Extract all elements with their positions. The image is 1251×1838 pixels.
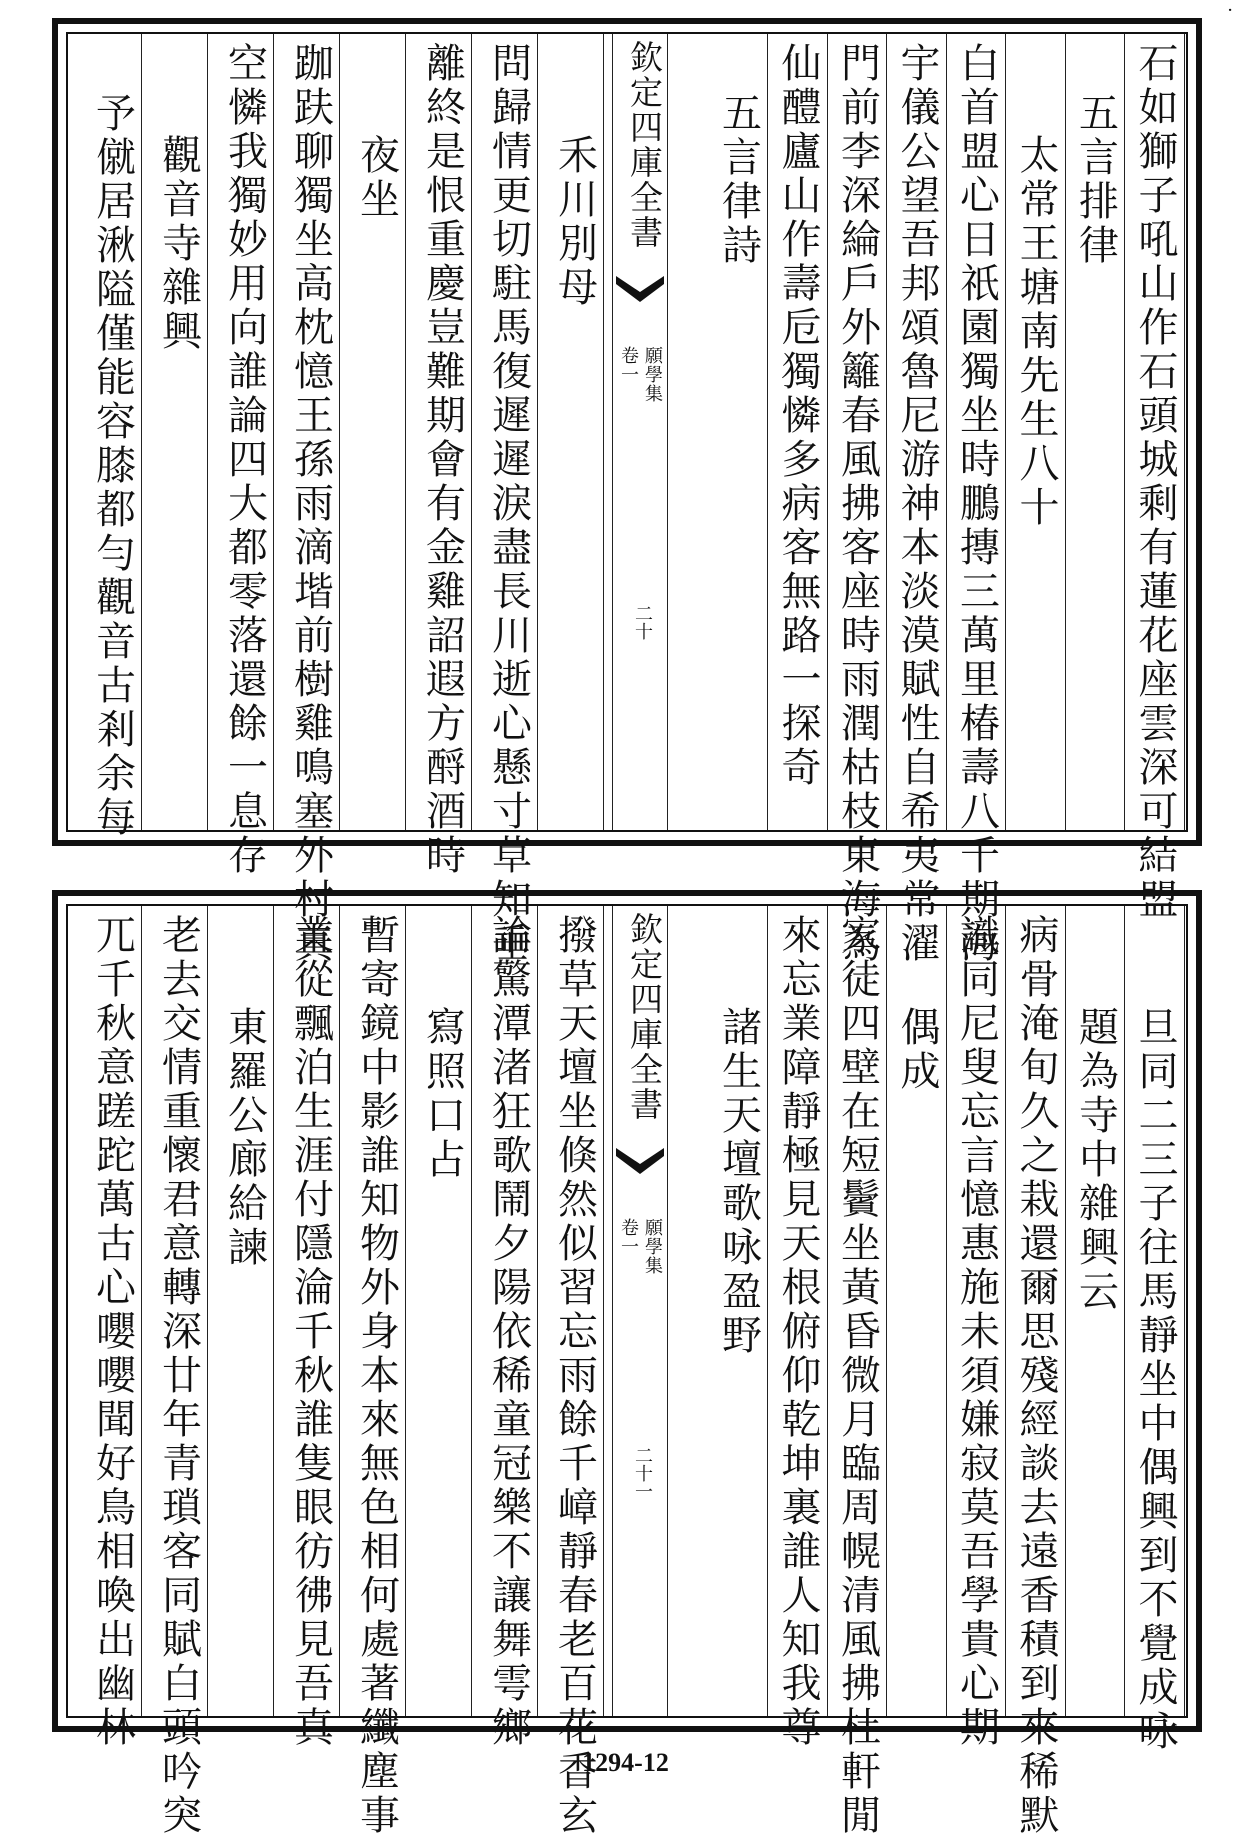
lower-center-title: 欽定四庫全書 [625,912,664,1122]
column-text: 東羅公廊給諫 [221,1006,268,1270]
lower-book-title: 願學集 [642,1218,663,1275]
lower-left-column-3 [414,906,472,1716]
column-text: 識同尼叟忘言憶惠施未須嫌寂莫吾學貴心期 [953,914,1000,1750]
column-text: 病骨淹旬久之栽還爾思殘經談去遠香積到來稀默 [1013,914,1059,1838]
column-text: 禾川別母 [551,134,598,310]
column-text: 白首盟心日祇園獨坐時鵬摶三萬里椿壽八千期海 [953,42,1000,966]
lower-right-column-6 [829,906,887,1838]
column-text: 夜坐 [353,134,400,222]
upper-book-title: 願學集 [642,346,663,403]
upper-left-column-3 [414,34,472,878]
column-text: 論驚潭渚狂歌鬧夕陽依稀童冠樂不讓舞雩鄉 [485,914,532,1750]
lower-page-number: 二十一 [632,1446,653,1500]
column-text: 宇儀公望吾邦頌魯尼游神本淡漠賦性自希夷常濯 [894,42,940,966]
column-text: 門前李深綸戶外籬春風拂客座時雨潤枯枝東海為 [834,42,881,966]
upper-left-column-6 [216,34,274,878]
column-text: 太常王塘南先生八十 [1013,134,1059,530]
upper-left-column-1 [546,34,604,830]
column-text: 觀音寺雜興 [155,134,202,354]
column-text: 空憐我獨妙用向誰論四大都零落還餘一息存 [221,42,268,878]
upper-left-column-4 [348,34,406,830]
lower-left-column-2 [480,906,538,1750]
column-text: 五言律詩 [715,92,762,268]
column-text: 寫照口占 [419,1006,466,1182]
column-text: 五言排律 [1072,92,1119,268]
column-text: 諸生天壇歌咏盈野 [715,1006,762,1358]
upper-left-column-8 [84,34,142,840]
lower-left-column-4 [348,906,406,1838]
column-text: 來忘業障靜極見天根俯仰乾坤裏誰人知我尊 [775,914,821,1750]
upper-right-column-4 [948,34,1006,966]
lower-right-column-3 [1008,906,1066,1838]
lower-right-column-1 [1127,906,1185,1754]
upper-right-column-3 [1008,34,1066,830]
lower-juan: 卷一 [618,1218,639,1256]
column-text: 兀千秋意蹉跎萬古心嚶嚶聞好鳥相喚出幽林 [89,914,136,1750]
upper-page-frame [66,32,1188,966]
column-text: 暫寄鏡中影誰知物外身本來無色相何處著纖塵事 [353,914,400,1838]
upper-juan: 卷一 [618,346,639,384]
upper-right-column-5 [889,34,947,966]
lower-left-column-5 [282,906,340,1750]
upper-left-column-7 [150,34,208,830]
upper-right-column-2 [1067,34,1125,830]
lower-left-column-7 [150,906,208,1838]
upper-left-column-5 [282,34,340,966]
lower-right-column-7 [770,906,828,1750]
column-text: 偶成 [894,1006,940,1094]
page-footer-number: 1294-12 [582,1748,669,1777]
upper-left-column-2 [480,34,538,966]
column-text: 予僦居湫隘僅能容膝都勻觀音古剎余每 [89,92,136,840]
column-text: 仙醴廬山作壽卮獨憐多病客無路一探奇 [775,42,821,790]
upper-right-column-7 [770,34,828,830]
fish-tail-mark-icon [616,276,664,324]
lower-right-column-2 [1067,906,1125,1716]
upper-right-column-1 [1127,34,1185,922]
column-text: 業從飄泊生涯付隱淪千秋誰隻眼彷彿見吾真 [287,914,334,1750]
upper-page [52,18,1202,966]
upper-page-number: 二十 [632,604,653,640]
upper-right-column-8 [710,34,768,830]
column-text: 旦同二三子往馬靜坐中偶興到不覺成咏 [1132,1006,1178,1754]
fish-tail-mark-icon [616,1148,664,1196]
corner-mark: · [1227,0,1233,21]
column-text: 老去交情重懷君意轉深廿年青瑣客同賦白頭吟突 [155,914,202,1838]
lower-right-column-8 [710,906,768,1716]
column-text: 跏趺聊獨坐高枕憶王孫雨滴堦前樹雞鳴塞外村真 [287,42,334,966]
upper-right-column-6 [829,34,887,966]
upper-center-strip [612,34,668,830]
lower-left-column-1 [546,906,604,1838]
column-text: 家徒四壁在短鬢坐黃昏微月臨周幌清風拂杜軒閒 [834,914,881,1838]
lower-right-column-4 [948,906,1006,1750]
column-text: 石如獅子吼山作石頭城剩有蓮花座雲深可結盟 [1132,42,1178,922]
column-text: 離終是恨重慶豈難期會有金雞詔遐方酹酒時 [419,42,466,878]
column-text: 問歸情更切駐馬復遲遲淚盡長川逝心懸寸草知垂 [485,42,532,966]
lower-right-column-5 [889,906,947,1716]
lower-left-column-6 [216,906,274,1716]
column-text: 撥草天壇坐倏然似習忘雨餘千嶂靜春老百花香玄 [551,914,598,1838]
upper-center-title: 欽定四庫全書 [625,40,664,250]
column-text: 題為寺中雜興云 [1072,1006,1119,1314]
lower-left-column-8 [84,906,142,1750]
lower-center-strip [612,906,668,1716]
